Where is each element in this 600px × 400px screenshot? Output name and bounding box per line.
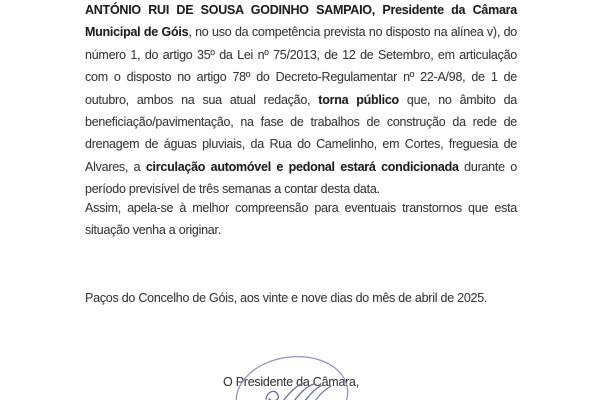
bold-segment: ANTÓNIO RUI DE SOUSA GODINHO SAMPAIO, Presidente da Câmara Municipal de Góis xyxy=(85,3,517,40)
appeal-paragraph: Assim, apela-se à melhor compreensão para eventuais transtornos que esta situação venha a originar. xyxy=(85,201,517,238)
signature-caption: O Presidente da Câmara, xyxy=(223,375,359,389)
bold-segment: circulação automóvel e pedonal estará condicionada xyxy=(145,159,459,174)
text-segment: durante o período previsível de três semanas a contar desta data. xyxy=(85,159,517,197)
notice-paragraph xyxy=(85,0,517,201)
text-segment: que, no âmbito da beneficiação/pavimentação, na fase de trabalhos de construção da rede de drenagem de águas pluviais, da Rua do Camelinho, em Cortes, freguesia de Alvares, a xyxy=(85,92,517,174)
text-segment: , no uso da competência prevista no disposto na alínea v), do número 1, do artigo 35º da Lei nº 75/2013, de 12 de Setembro, em articulação com o disposto no artigo 78º do Decreto-Regulamentar nº 22-A/98, de 1 de outubro, ambos na sua atual redação, xyxy=(85,25,517,107)
dateline: Paços do Concelho de Góis, aos vinte e nove dias do mês de abril de 2025. xyxy=(85,291,488,305)
bold-segment: torna público xyxy=(318,92,399,107)
